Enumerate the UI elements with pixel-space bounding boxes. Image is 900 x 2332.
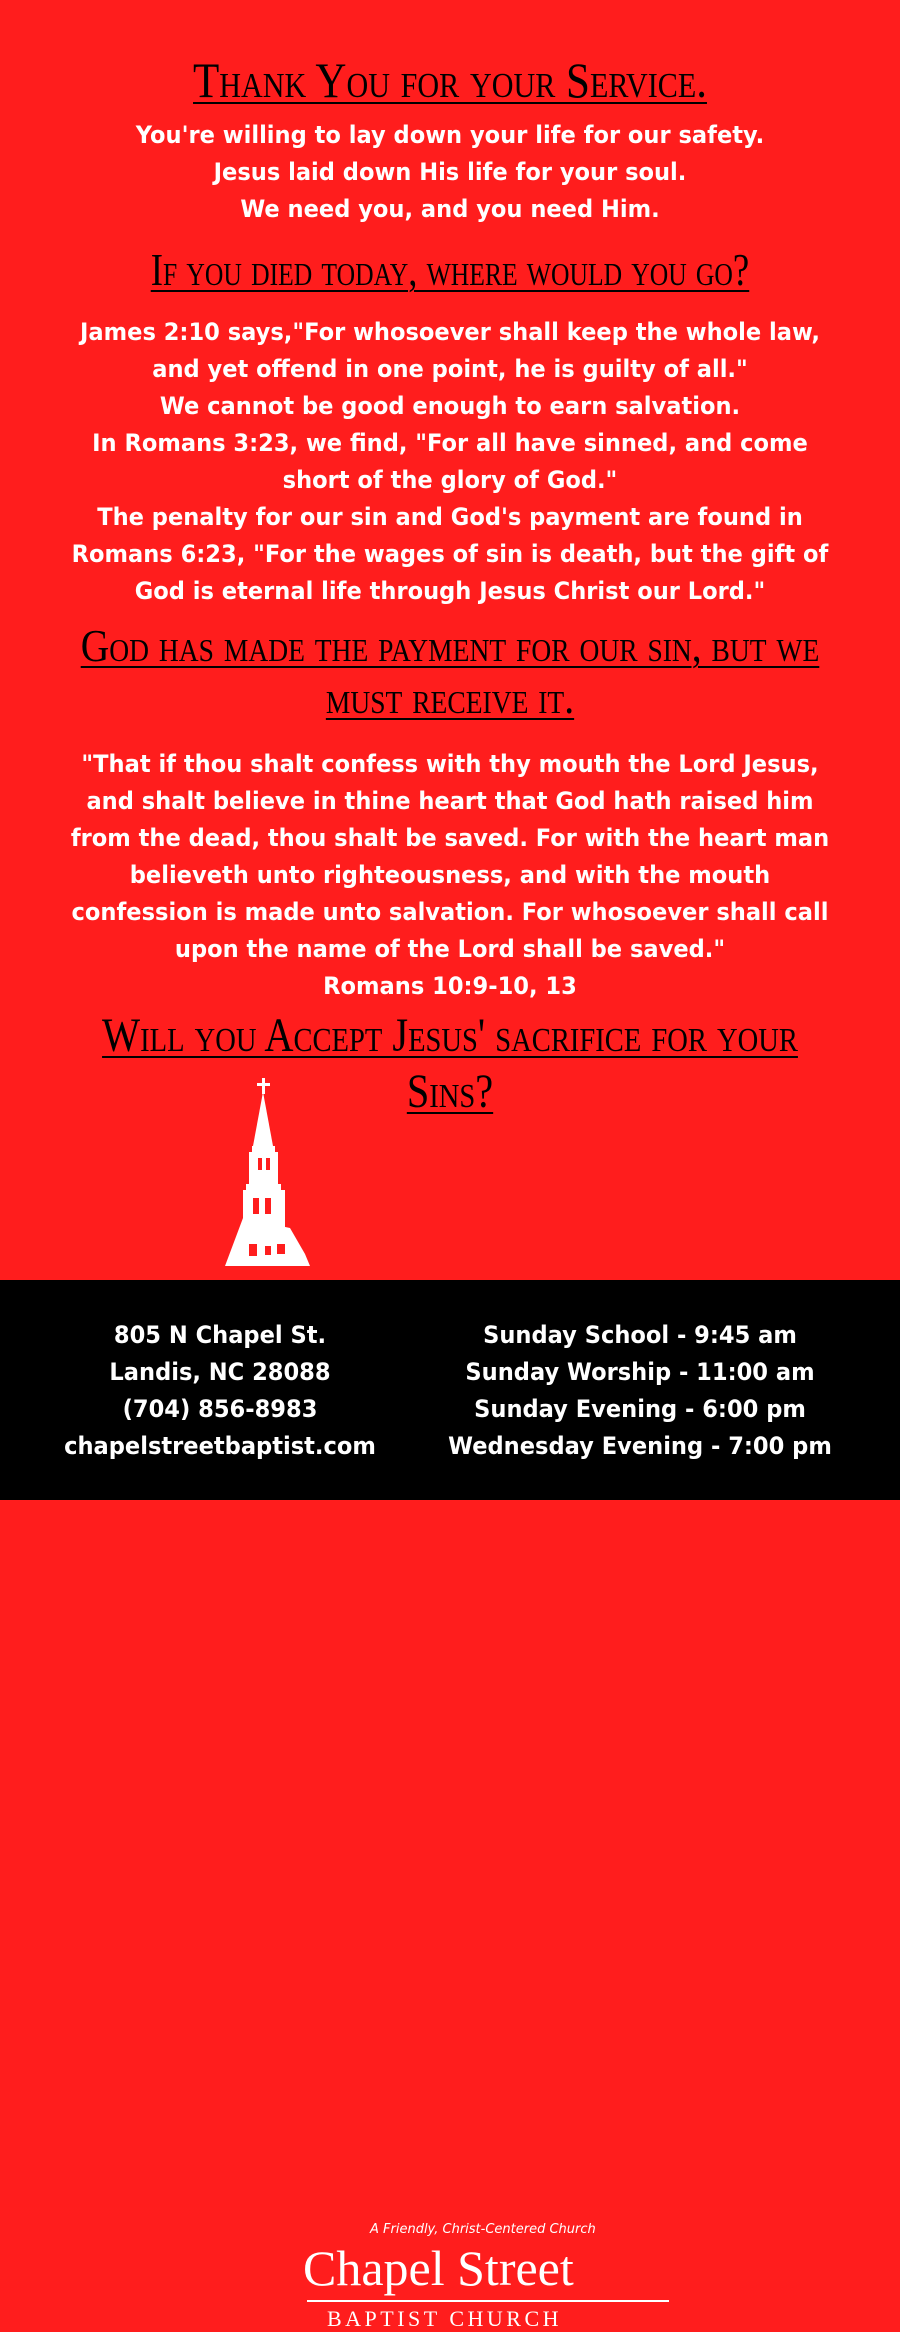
romans-line: upon the name of the Lord shall be saved." — [174, 935, 726, 963]
heading-payment-line: must receive it. — [325, 672, 575, 723]
scripture-line: and yet offend in one point, he is guilty of all." — [152, 355, 748, 383]
romans-line: believeth unto righteousness, and with the mouth — [129, 861, 771, 889]
scripture-line: The penalty for our sin and God's payment are found in — [97, 503, 803, 531]
scripture-line: We cannot be good enough to earn salvation. — [159, 392, 741, 420]
scripture-paragraph — [20, 314, 880, 610]
scripture-line: short of the glory of God." — [282, 466, 618, 494]
scripture-line: God is eternal life through Jesus Christ our Lord." — [134, 577, 766, 605]
address-line: 805 N Chapel St. — [113, 1321, 327, 1349]
heading-payment — [63, 620, 837, 724]
service-times — [430, 1317, 850, 1465]
logo-church-name: Chapel Street — [303, 2240, 574, 2296]
heading-where-would-you-go: If you died today, where would you go? — [150, 244, 750, 295]
romans-paragraph — [20, 746, 880, 1005]
service-time: Sunday Evening - 6:00 pm — [474, 1395, 806, 1423]
website-link[interactable]: chapelstreetbaptist.com — [64, 1432, 376, 1460]
romans-line: confession is made unto salvation. For whosoever shall call — [71, 898, 829, 926]
intro-line: Jesus laid down His life for your soul. — [213, 158, 687, 186]
contact-info — [40, 1317, 400, 1465]
heading-accept-jesus: Will you Accept Jesus' sacrifice for your Sins? — [102, 1009, 798, 1118]
heading-payment-line: God has made the payment for our sin, but we — [80, 620, 820, 671]
intro-line: We need you, and you need Him. — [240, 195, 660, 223]
romans-reference: Romans 10:9-10, 13 — [323, 972, 577, 1000]
logo-divider — [307, 2300, 669, 2302]
service-time: Sunday Worship - 11:00 am — [465, 1358, 815, 1386]
romans-line: and shalt believe in thine heart that God hath raised him — [86, 787, 814, 815]
footer — [0, 1280, 900, 1500]
service-time: Wednesday Evening - 7:00 pm — [448, 1432, 832, 1460]
logo-subtitle: BAPTIST CHURCH — [327, 2306, 563, 2331]
scripture-line: In Romans 3:23, we find, "For all have sinned, and come — [92, 429, 808, 457]
heading-thank-you: Thank You for your Service. — [193, 52, 707, 108]
phone-number: (704) 856-8983 — [122, 1395, 318, 1423]
romans-line: "That if thou shalt confess with thy mouth the Lord Jesus, — [81, 750, 819, 778]
church-steeple-icon — [215, 1078, 325, 1273]
address-line: Landis, NC 28088 — [109, 1358, 331, 1386]
scripture-line: Romans 6:23, "For the wages of sin is death, but the gift of — [71, 540, 829, 568]
romans-line: from the dead, thou shalt be saved. For with the heart man — [70, 824, 830, 852]
service-time: Sunday School - 9:45 am — [483, 1321, 797, 1349]
scripture-line: James 2:10 says,"For whosoever shall keep the whole law, — [80, 318, 820, 346]
intro-line: You're willing to lay down your life for our safety. — [135, 121, 765, 149]
intro-paragraph — [20, 117, 880, 228]
logo-tagline: A Friendly, Christ-Centered Church — [370, 2222, 596, 2237]
